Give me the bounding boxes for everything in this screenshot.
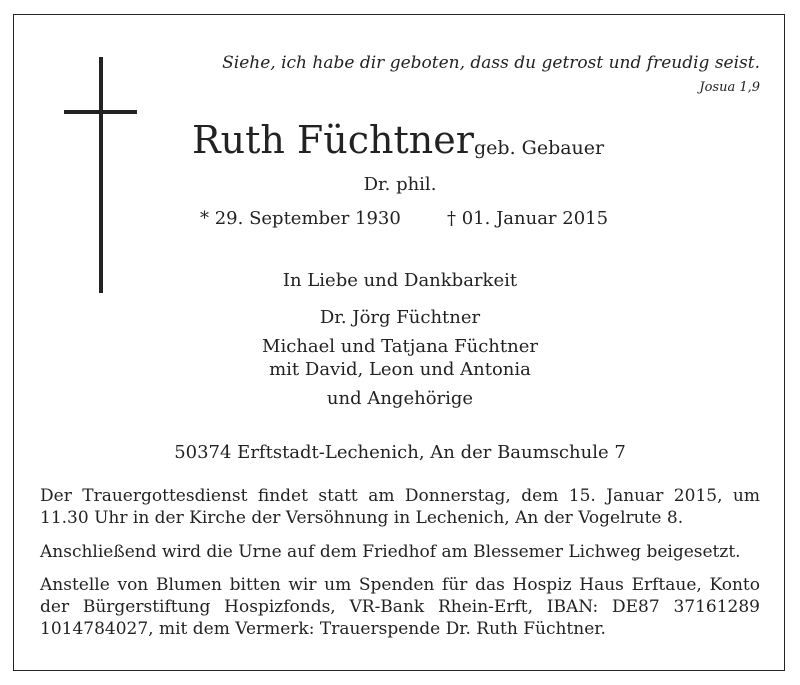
mourner-line: und Angehörige <box>326 388 474 409</box>
death-date: † 01. Januar 2015 <box>447 208 609 229</box>
urn-burial-paragraph: Anschließend wird die Urne auf dem Friedhof am Blessemer Lichweg beigesetzt. <box>40 542 741 562</box>
academic-title: Dr. phil. <box>363 174 437 195</box>
birth-date: * 29. September 1930 <box>200 208 401 229</box>
maiden-name: geb. Gebauer <box>474 137 605 159</box>
cross-horizontal-bar <box>64 110 137 114</box>
funeral-service-paragraph: Der Trauergottesdienst findet statt am Donnerstag, dem 15. Januar 2015, um 11.30 Uhr in der Kirche der Versöhnung in Lechenich, An der Vogelrute 8. <box>40 486 760 528</box>
mourner-line: mit David, Leon und Antonia <box>269 359 531 380</box>
mourner-line: Michael und Tatjana Füchtner <box>262 336 538 357</box>
mourner-line: Dr. Jörg Füchtner <box>319 307 481 328</box>
deceased-name: Ruth Füchtner <box>192 118 474 162</box>
family-address: 50374 Erftstadt-Lechenich, An der Baumschule 7 <box>174 442 626 463</box>
mourners-intro: In Liebe und Dankbarkeit <box>282 270 518 291</box>
bible-reference: Josua 1,9 <box>699 80 760 95</box>
bible-quote: Siehe, ich habe dir geboten, dass du getrost und freudig seist. <box>222 53 760 73</box>
donation-paragraph: Anstelle von Blumen bitten wir um Spenden für das Hospiz Haus Erftaue, Konto der Bürgerstiftung Hospizfonds, VR-Bank Rhein-Erft, IBAN: DE87 37161289 1014784027, mit dem Vermerk: Trauerspende Dr. Ruth Füchtner. <box>40 575 760 639</box>
